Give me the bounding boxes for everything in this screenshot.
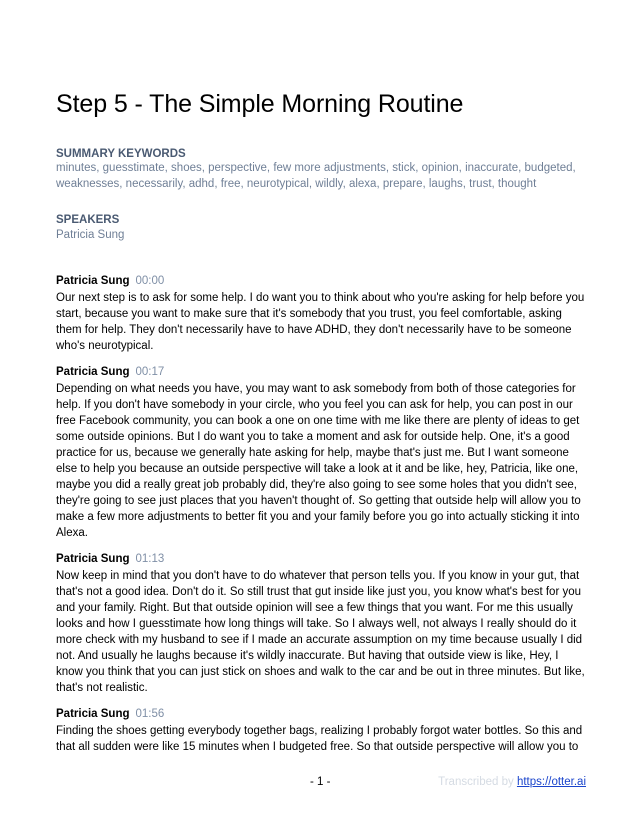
transcription-credit: [438, 776, 586, 788]
credit-prefix: Transcribed by: [438, 776, 517, 788]
transcript-turn: [56, 551, 588, 696]
speaker-name: Patricia Sung: [56, 553, 130, 565]
speaker-name: Patricia Sung: [56, 275, 130, 287]
timestamp: 00:17: [135, 366, 165, 378]
transcript-text: Now keep in mind that you don't have to do whatever that person tells you. If you know in your gut, that that's not a good idea. Don't do it. So still trust that gut inside like just you, you know what's best for you and your family. Right. But that outside opinion will see a few things that you want. For me this usually looks and how I guesstimate how long things will take. So I always well, not always I really should do it more check with my husband to see if I made an accurate assumption on my time because usually I did not. And usually he laughs because it's wildly inaccurate. But having that outside view is like, Hey, I know you think that you can just stick on shoes and walk to the car and be out in three minutes. But like, that's not realistic.: [56, 570, 585, 694]
transcript-turn: [56, 364, 588, 541]
summary-keywords-section: [56, 148, 586, 192]
speaker-name: Patricia Sung: [56, 366, 130, 378]
page-number: - 1 -: [310, 776, 331, 788]
speakers-names: Patricia Sung: [56, 229, 125, 241]
transcript-turn: [56, 706, 588, 755]
document-title: Step 5 - The Simple Morning Routine: [56, 90, 464, 118]
transcript-text: Finding the shoes getting everybody together bags, realizing I probably forgot water bottles. So this and that all sudden were like 15 minutes when I budgeted free. So that outside perspective will allow you to: [56, 725, 583, 753]
speakers-label: SPEAKERS: [56, 214, 120, 226]
otter-link[interactable]: https://otter.ai: [516, 776, 586, 788]
transcript-text: Our next step is to ask for some help. I do want you to think about who you're asking for help before you start, because you want to make sure that it's somebody that you trust, you feel comfortable, asking them for help. They don't necessarily have to have ADHD, they don't necessarily have to be someone who's neurotypical.: [56, 292, 585, 352]
timestamp: 01:56: [135, 708, 165, 720]
transcript-text: Depending on what needs you have, you may want to ask somebody from both of those categories for help. If you don't have somebody in your circle, who you feel you can ask for help, you can post in our free Facebook community, you can book a one on one time with me like there are plenty of ideas to get some outside opinions. But I do want you to take a moment and ask for outside help. One, it's a good practice for us, because we generally hate asking for help, maybe that's just me. But I want someone else to help you because an outside perspective will take a look at it and be like, hey, Patricia, like one, maybe you did a really great job probably did, they're also going to see some holes that you didn't see, they're going to see just places that you haven't thought of. So getting that outside help will allow you to make a few more adjustments to better fit you and your family before you go into actually sticking it into Alexa.: [56, 383, 581, 539]
page-footer: [56, 776, 586, 792]
summary-keywords-text: minutes, guesstimate, shoes, perspective, few more adjustments, stick, opinion, inaccurate, budgeted, weaknesses, necessarily, adhd, free, neurotypical, wildly, alexa, prepare, laughs, trust, thought: [56, 162, 576, 190]
transcript-turn: [56, 273, 588, 354]
timestamp: 01:13: [135, 553, 165, 565]
timestamp: 00:00: [135, 275, 165, 287]
summary-keywords-label: SUMMARY KEYWORDS: [56, 148, 186, 160]
transcript: [56, 273, 588, 765]
speaker-name: Patricia Sung: [56, 708, 130, 720]
speakers-section: [56, 214, 586, 244]
